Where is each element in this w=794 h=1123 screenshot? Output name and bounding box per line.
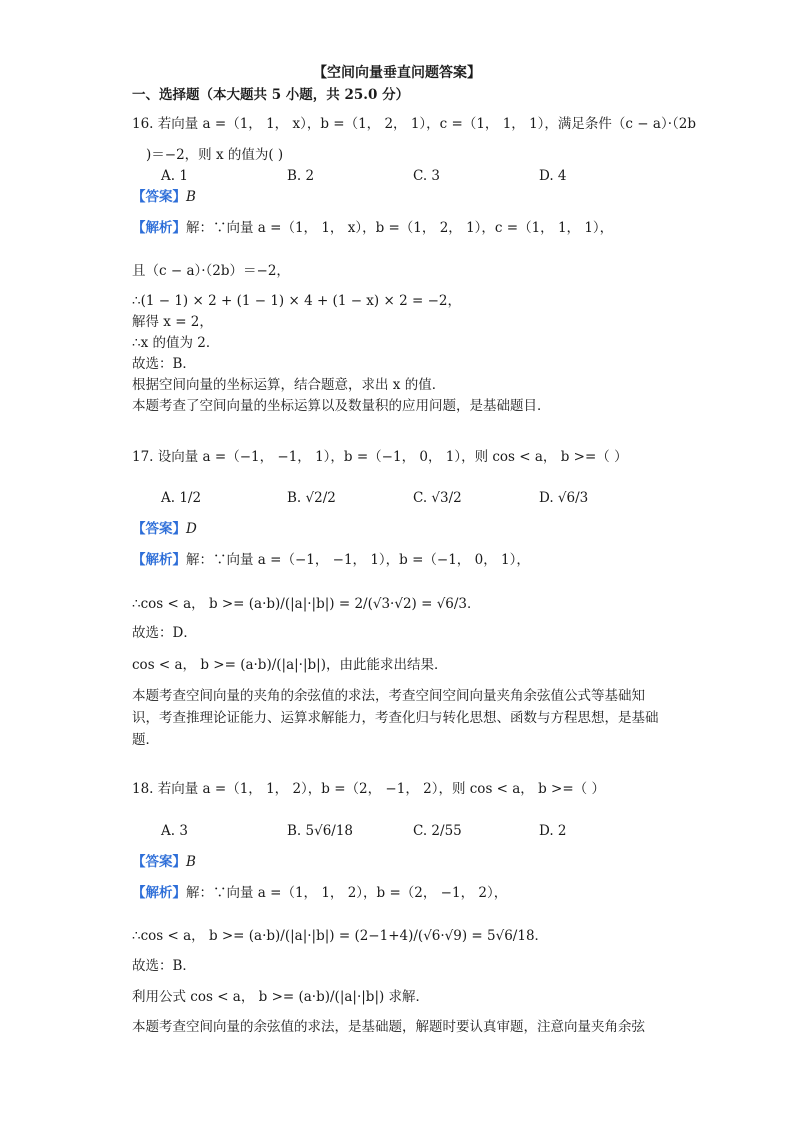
q17-option-a: A. 1/2	[161, 490, 202, 506]
q17-option-d: D. √6/3	[539, 490, 589, 506]
q16-option-c: C. 3	[413, 168, 441, 184]
analysis-label: 【解析】	[132, 552, 186, 568]
q18-answer	[132, 853, 196, 871]
q16-option-b: B. 2	[287, 168, 315, 184]
q18-stem: 18. 若向量 a =（1， 1， 2），b =（2， −1， 2），则 cos < a， b >=（ ）	[132, 781, 605, 797]
q16-analysis-line6: 故选：B．	[132, 356, 196, 372]
q18-option-c: C. 2/55	[413, 823, 462, 839]
q17-analysis-line5: 本题考查空间向量的夹角的余弦值的求法，考查空间空间向量夹角余弦值公式等基础知识，考查推理论证能力、运算求解能力，考查化归与转化思想、函数与方程思想，是基础题．	[132, 688, 659, 748]
q18-analysis-line3: 故选：B．	[132, 958, 196, 974]
answer-label: 【答案】	[132, 189, 186, 205]
q16-answer	[132, 188, 196, 206]
q16-option-d: D. 4	[539, 168, 567, 184]
answer-value: D	[186, 521, 197, 537]
q16-analysis-line5: ∴x 的值为 2．	[132, 335, 220, 351]
analysis-text: 解：∵向量 a =（1， 1， 2），b =（2， −1， 2），	[186, 885, 508, 901]
q18-option-d: D. 2	[539, 823, 567, 839]
q16-analysis-line2: 且（c − a）·（2b）＝−2，	[132, 263, 290, 279]
q16-analysis-line7: 根据空间向量的坐标运算，结合题意，求出 x 的值．	[132, 377, 446, 393]
q16-analysis-line3: ∴(1 − 1) × 2 + (1 − 1) × 4 + (1 − x) × 2 = −2，	[132, 293, 461, 309]
q17-analysis-line1	[132, 551, 530, 569]
q16-analysis-line4: 解得 x = 2，	[132, 314, 213, 330]
q16-option-a: A. 1	[161, 168, 188, 184]
q17-analysis-line2: ∴cos < a， b >= (a·b)/(|a|·|b|) = 2/(√3·√2) = √6/3．	[132, 596, 481, 612]
q16-analysis-line8: 本题考查了空间向量的坐标运算以及数量积的应用问题，是基础题目．	[132, 398, 551, 414]
analysis-text: 解：∵向量 a =（−1， −1， 1），b =（−1， 0， 1），	[186, 552, 530, 568]
q18-analysis-line2: ∴cos < a， b >= (a·b)/(|a|·|b|) = (2−1+4)/(√6·√9) = 5√6/18．	[132, 928, 549, 944]
answer-label: 【答案】	[132, 521, 186, 537]
analysis-label: 【解析】	[132, 220, 186, 236]
q18-analysis-line1	[132, 884, 507, 902]
answer-value: B	[186, 854, 196, 870]
q17-stem: 17. 设向量 a =（−1， −1， 1），b =（−1， 0， 1），则 cos < a， b >=（ ）	[132, 449, 628, 465]
q17-option-c: C. √3/2	[413, 490, 462, 506]
analysis-text: 解：∵向量 a =（1， 1， x），b =（1， 2， 1），c =（1， 1， 1），	[186, 220, 614, 236]
answer-label: 【答案】	[132, 854, 186, 870]
q16-stem-line2: )＝−2，则 x 的值为( )	[146, 147, 284, 163]
q17-option-b: B. √2/2	[287, 490, 336, 506]
q17-analysis-line3: 故选：D．	[132, 625, 197, 641]
q17-answer	[132, 520, 197, 538]
q18-analysis-line5: 本题考查空间向量的余弦值的求法，是基础题，解题时要认真审题，注意向量夹角余弦	[132, 1019, 645, 1035]
section-heading: 一、选择题（本大题共 5 小题，共 25.0 分）	[132, 87, 410, 103]
q16-stem-line1: 16. 若向量 a =（1， 1， x），b =（1， 2， 1），c =（1， 1， 1），满足条件（c − a）·（2b	[132, 116, 696, 132]
q18-analysis-line4: 利用公式 cos < a， b >= (a·b)/(|a|·|b|) 求解．	[132, 989, 430, 1005]
q18-option-a: A. 3	[161, 823, 188, 839]
q18-option-b: B. 5√6/18	[287, 823, 354, 839]
q16-analysis-line1	[132, 219, 613, 237]
analysis-label: 【解析】	[132, 885, 186, 901]
page-title: 【空间向量垂直问题答案】	[313, 65, 481, 81]
answer-value: B	[186, 189, 196, 205]
q17-analysis-line4: cos < a， b >= (a·b)/(|a|·|b|)，由此能求出结果．	[132, 657, 448, 673]
